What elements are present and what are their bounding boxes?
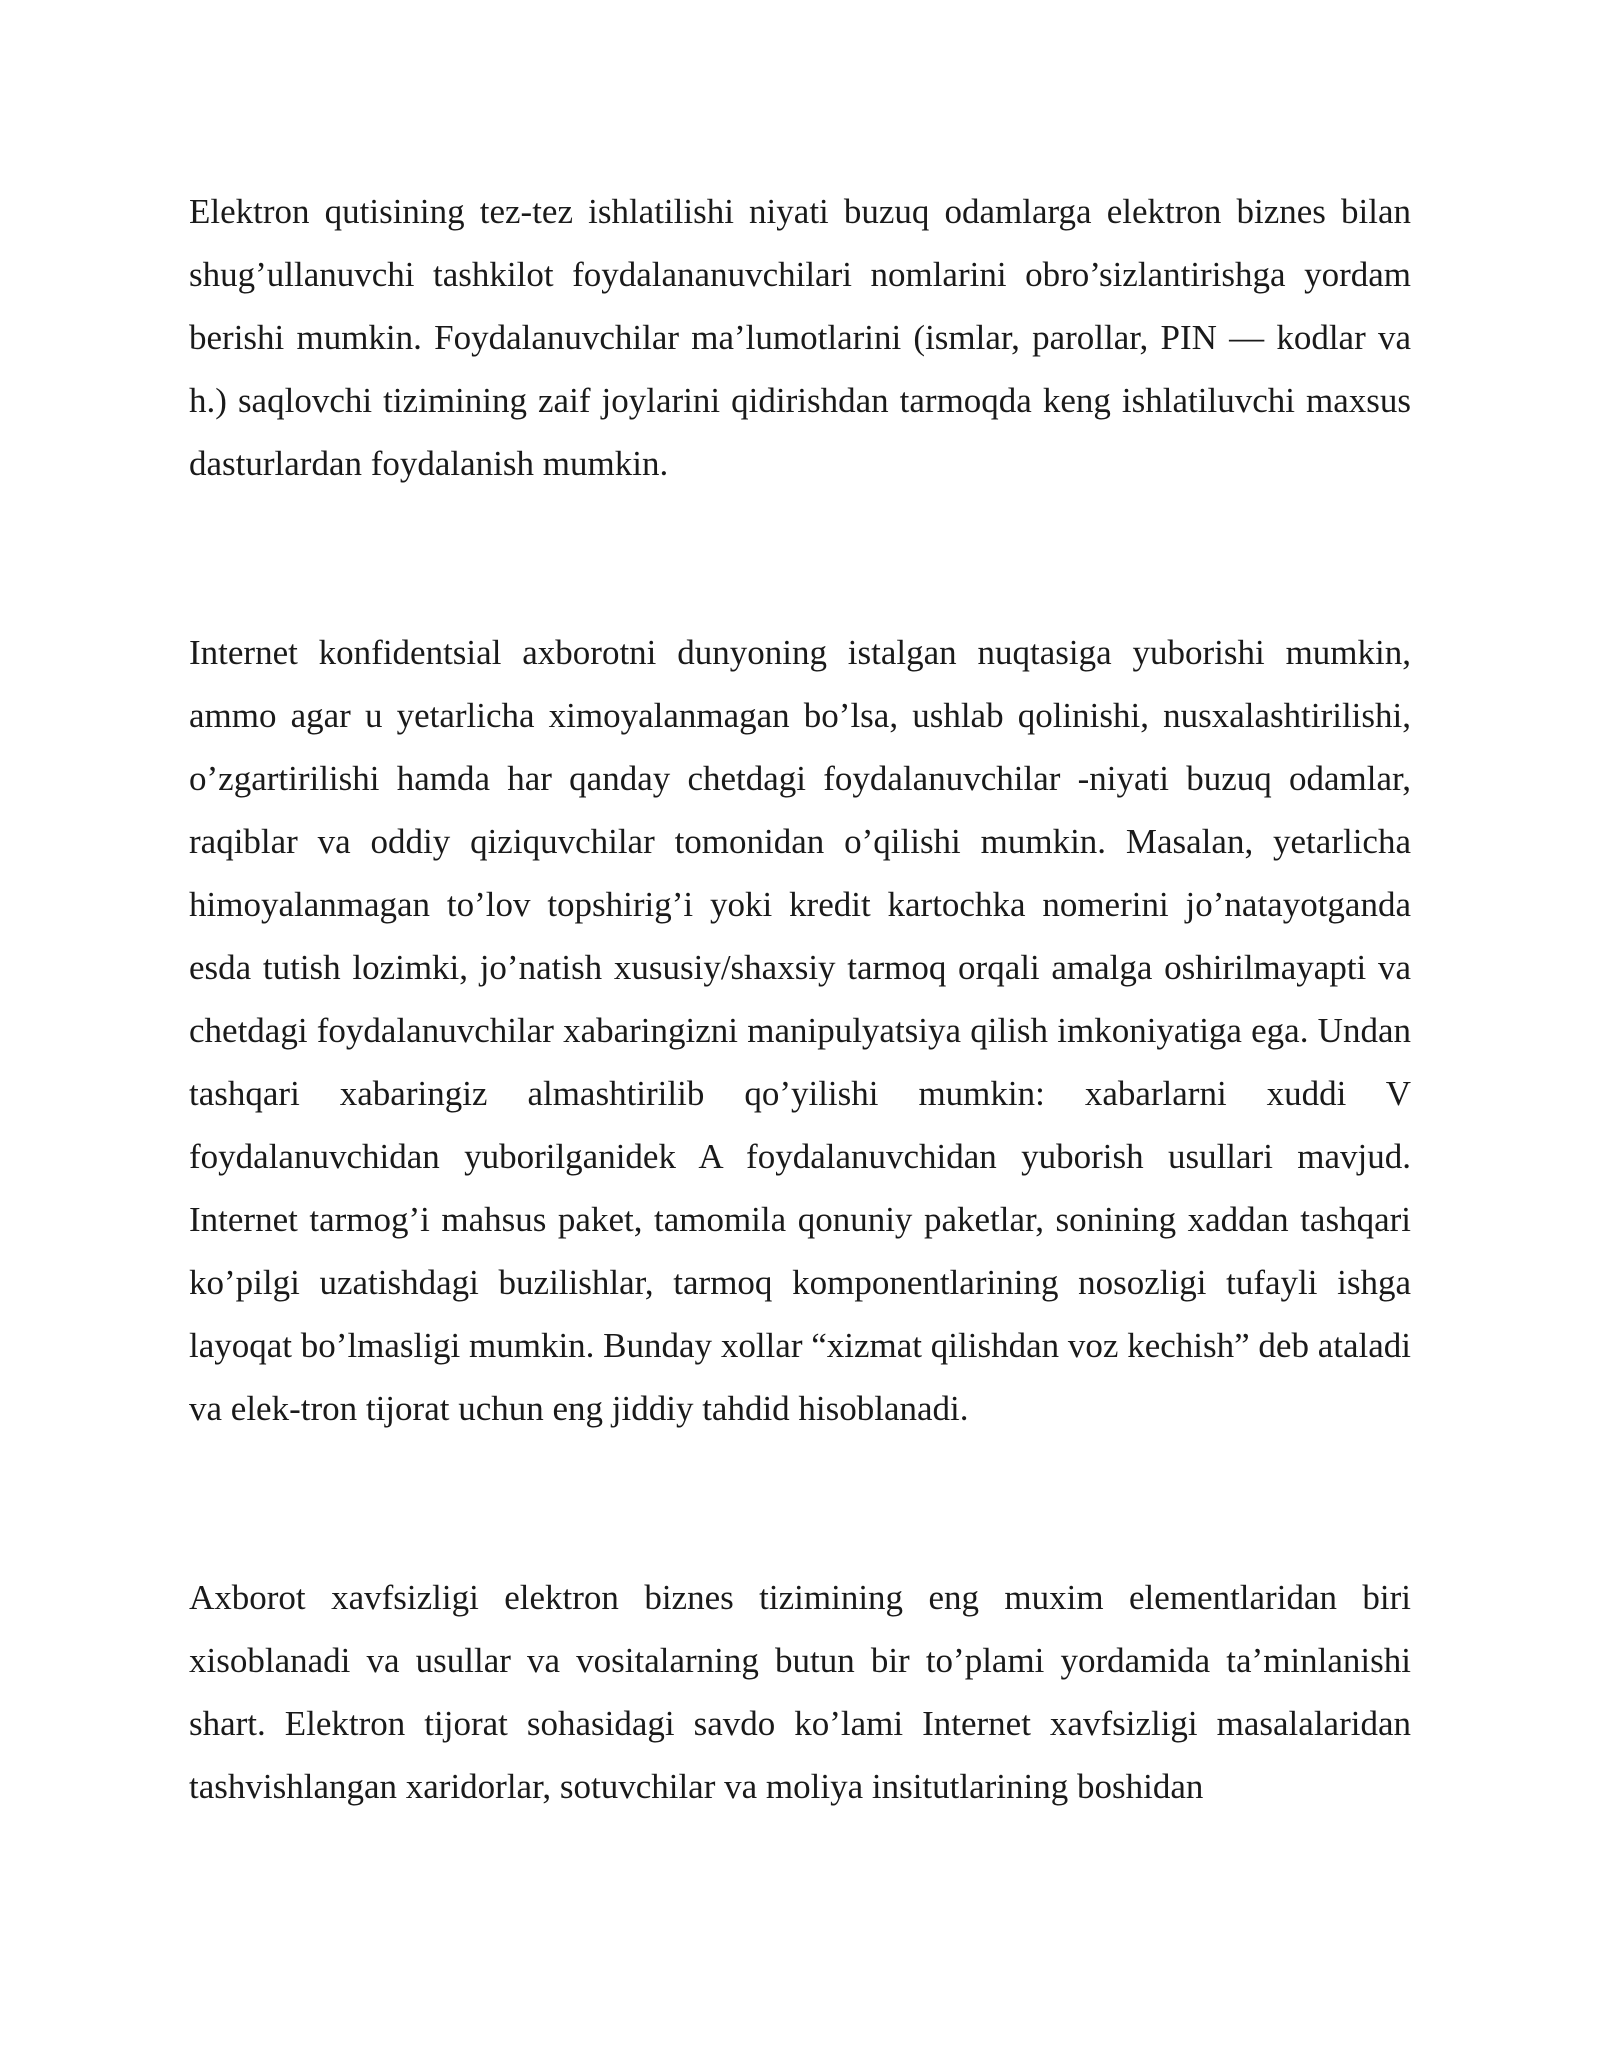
paragraph-internet-threats: Internet konfidentsial axborotni dunyoning istalgan nuqtasiga yuborishi mumkin, ammo agar u yetarlicha ximoyalanmagan bo’lsa, ushlab qolinishi, nusxalashtirilishi, o’zgartirilishi hamda har qanday chetdagi foydalanuvchilar -niyati buzuq odamlar, raqiblar va oddiy qiziquvchilar tomonidan o’qilishi mumkin. Masalan, yetarlicha himoyalanmagan to’lov topshirig’i yoki kredit kartochka nomerini jo’natayotganda esda tutish lozimki, jo’natish xususiy/shaxsiy tarmoq orqali amalga oshirilmayapti va chetdagi foydalanuvchilar xabaringizni manipulyatsiya qilish imkoniyatiga ega. Undan tashqari xabaringiz almashtirilib qo’yilishi mumkin: xabarlarni xuddi V foydalanuvchidan yuborilganidek A foydalanuvchidan yuborish usullari mavjud. Internet tarmog’i mahsus paket, tamomila qonuniy paketlar, sonining xaddan tashqari ko’pilgi uzatishdagi buzilishlar, tarmoq komponentlarining nosozligi tufayli ishga layoqat bo’lmasligi mumkin. Bunday xollar “xizmat qilishdan voz kechish” deb ataladi va elek-tron tijorat uchun eng jiddiy tahdid hisoblanadi. <box>189 633 1411 1428</box>
paragraph-information-security: Axborot xavfsizligi elektron biznes tizimining eng muxim elementlaridan biri xisoblanadi va usullar va vositalarning butun bir to’plami yordamida ta’minlanishi shart. Elektron tijorat sohasidagi savdo ko’lami Internet xavfsizligi masalalaridan tashvishlangan xaridorlar, sotuvchilar va moliya insitutlarining boshidan <box>189 1578 1411 1806</box>
paragraph-email-misuse: Elektron qutisining tez-tez ishlatilishi niyati buzuq odamlarga elektron biznes bilan shug’ullanuvchi tashkilot foydalananuvchilari nomlarini obro’sizlantirishga yordam berishi mumkin. Foydalanuvchilar ma’lumotlarini (ismlar, parollar, PIN — kodlar va h.) saqlovchi tizimining zaif joylarini qidirishdan tarmoqda keng ishlatiluvchi maxsus dasturlardan foydalanish mumkin. <box>189 192 1411 483</box>
document-page <box>189 180 1411 1818</box>
